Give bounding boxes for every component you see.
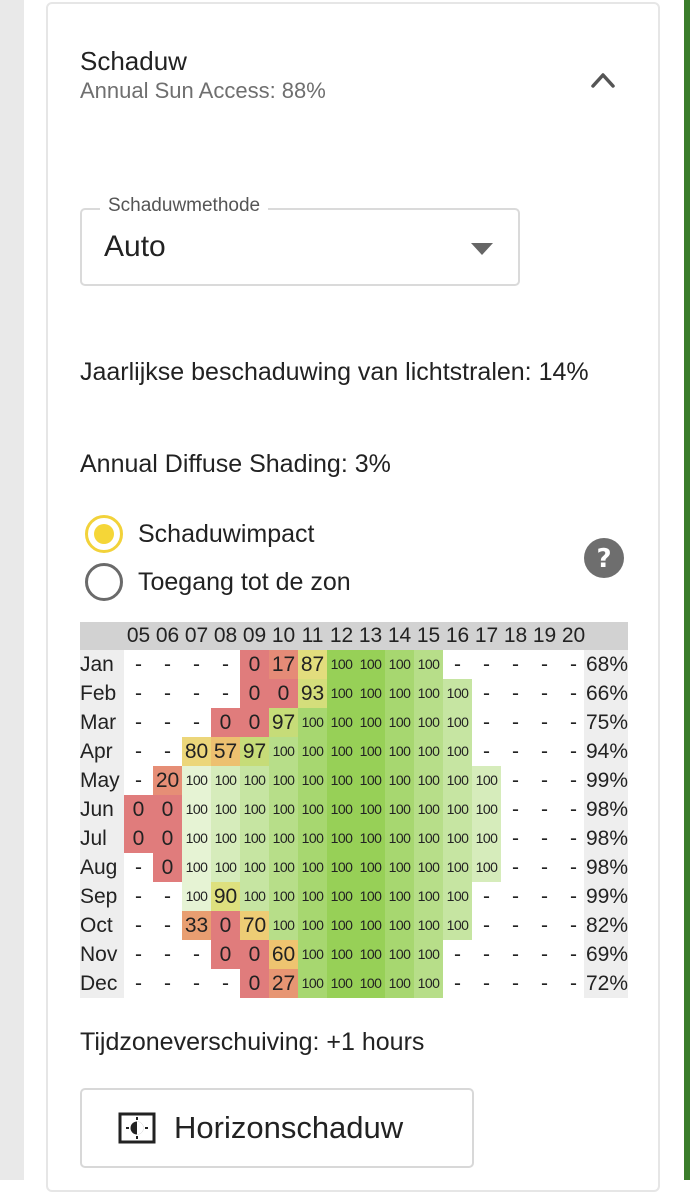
heatmap-cell: - bbox=[135, 972, 142, 995]
heatmap-cell: - bbox=[512, 653, 519, 676]
heatmap-cell: - bbox=[512, 943, 519, 966]
shade-method-label: Schaduwmethode bbox=[100, 195, 268, 217]
heatmap-cell: - bbox=[570, 885, 577, 908]
heatmap-cell: - bbox=[454, 653, 461, 676]
heatmap-cell: 100 bbox=[385, 737, 414, 766]
heatmap-cell: - bbox=[541, 885, 548, 908]
heatmap-cell: - bbox=[570, 653, 577, 676]
heatmap-cell: 100 bbox=[414, 737, 443, 766]
heatmap-hour-label: 12 bbox=[329, 624, 354, 647]
heatmap-month-total: 98% bbox=[584, 824, 628, 853]
heatmap-cell: 100 bbox=[298, 795, 327, 824]
heatmap-cell: 100 bbox=[269, 853, 298, 882]
heatmap-cell: 100 bbox=[356, 824, 385, 853]
heatmap-hour-label: 17 bbox=[474, 624, 499, 647]
heatmap-cell: 100 bbox=[240, 824, 269, 853]
heatmap-cell: - bbox=[512, 856, 519, 879]
heatmap-cell: 100 bbox=[414, 940, 443, 969]
heatmap-cell: 0 bbox=[240, 940, 269, 969]
heatmap-cell: - bbox=[193, 653, 200, 676]
heatmap-month-label: Feb bbox=[80, 679, 124, 708]
heatmap-cell: - bbox=[193, 972, 200, 995]
heatmap-month-label: Sep bbox=[80, 882, 124, 911]
heatmap-cell: - bbox=[570, 682, 577, 705]
heatmap-cell: 100 bbox=[356, 650, 385, 679]
heatmap-cell: 97 bbox=[240, 737, 269, 766]
heatmap-cell: 100 bbox=[327, 853, 356, 882]
heatmap-cell: 100 bbox=[356, 911, 385, 940]
heatmap-month-label: Jul bbox=[80, 824, 124, 853]
heatmap-cell: 100 bbox=[472, 824, 501, 853]
heatmap-cell: - bbox=[512, 740, 519, 763]
heatmap-month-total: 99% bbox=[584, 766, 628, 795]
heatmap-cell: - bbox=[512, 827, 519, 850]
heatmap-cell: 100 bbox=[414, 969, 443, 998]
heatmap-cell: 100 bbox=[327, 708, 356, 737]
radio-shade-impact-label[interactable]: Schaduwimpact bbox=[138, 520, 315, 548]
heatmap-cell: 0 bbox=[240, 679, 269, 708]
heatmap-cell: - bbox=[164, 972, 171, 995]
heatmap-cell: 100 bbox=[414, 650, 443, 679]
heatmap-cell: 57 bbox=[211, 737, 240, 766]
heatmap-cell: 0 bbox=[269, 679, 298, 708]
heatmap-hour-label: 13 bbox=[358, 624, 383, 647]
heatmap-cell: 100 bbox=[472, 766, 501, 795]
heatmap-cell: 0 bbox=[211, 911, 240, 940]
heatmap-cell: - bbox=[164, 885, 171, 908]
radio-shade-impact[interactable] bbox=[84, 514, 124, 554]
heatmap-cell: 100 bbox=[211, 853, 240, 882]
heatmap-cell: 100 bbox=[385, 708, 414, 737]
heatmap-month-total: 82% bbox=[584, 911, 628, 940]
heatmap-cell: 100 bbox=[298, 824, 327, 853]
heatmap-cell: 0 bbox=[153, 824, 182, 853]
heatmap-cell: - bbox=[483, 711, 490, 734]
heatmap-cell: 100 bbox=[356, 679, 385, 708]
heatmap-cell: - bbox=[222, 653, 229, 676]
heatmap-cell: - bbox=[164, 914, 171, 937]
heatmap-cell: 100 bbox=[327, 824, 356, 853]
heatmap-cell: - bbox=[135, 711, 142, 734]
heatmap-cell: - bbox=[164, 682, 171, 705]
heatmap-month-total: 98% bbox=[584, 795, 628, 824]
heatmap-cell: 100 bbox=[327, 940, 356, 969]
heatmap-cell: - bbox=[512, 711, 519, 734]
heatmap-cell: 100 bbox=[327, 969, 356, 998]
heatmap-cell: 100 bbox=[414, 911, 443, 940]
heatmap-cell: 100 bbox=[443, 882, 472, 911]
heatmap-cell: - bbox=[512, 769, 519, 792]
heatmap-hour-label: 09 bbox=[242, 624, 267, 647]
heatmap-cell: 100 bbox=[443, 679, 472, 708]
heatmap-cell: 100 bbox=[385, 882, 414, 911]
heatmap-hour-label: 05 bbox=[126, 624, 151, 647]
shade-panel bbox=[46, 2, 660, 1192]
heatmap-cell: - bbox=[454, 943, 461, 966]
heatmap-cell: 100 bbox=[269, 882, 298, 911]
map-edge bbox=[684, 0, 690, 1180]
horizon-icon bbox=[118, 1112, 156, 1144]
heatmap-cell: 100 bbox=[298, 882, 327, 911]
question-circle-icon[interactable] bbox=[584, 538, 624, 578]
panel-subtitle: Annual Sun Access: 88% bbox=[80, 78, 326, 103]
heatmap-cell: 0 bbox=[240, 969, 269, 998]
heatmap-cell: 100 bbox=[327, 737, 356, 766]
heatmap-cell: 100 bbox=[182, 882, 211, 911]
heatmap-cell: 100 bbox=[182, 824, 211, 853]
heatmap-cell: - bbox=[512, 798, 519, 821]
heatmap-cell: 100 bbox=[414, 795, 443, 824]
heatmap-cell: 100 bbox=[298, 853, 327, 882]
beam-shading-text: Jaarlijkse beschaduwing van lichtstralen: 14% bbox=[80, 358, 589, 386]
heatmap-cell: 100 bbox=[298, 766, 327, 795]
heatmap-month-total: 68% bbox=[584, 650, 628, 679]
heatmap-cell: 100 bbox=[414, 679, 443, 708]
heatmap-cell: - bbox=[570, 740, 577, 763]
heatmap-cell: - bbox=[135, 682, 142, 705]
heatmap-cell: - bbox=[193, 943, 200, 966]
heatmap-cell: - bbox=[541, 827, 548, 850]
heatmap-cell: 100 bbox=[298, 940, 327, 969]
heatmap-cell: 100 bbox=[298, 708, 327, 737]
heatmap-month-label: Jun bbox=[80, 795, 124, 824]
heatmap-hour-label: 06 bbox=[155, 624, 180, 647]
heatmap-cell: 100 bbox=[356, 737, 385, 766]
radio-sun-access-label[interactable]: Toegang tot de zon bbox=[138, 568, 351, 596]
heatmap-cell: - bbox=[483, 653, 490, 676]
heatmap-cell: 100 bbox=[356, 795, 385, 824]
heatmap-cell: 100 bbox=[443, 708, 472, 737]
radio-sun-access[interactable] bbox=[84, 562, 124, 602]
heatmap-cell: - bbox=[570, 856, 577, 879]
heatmap-cell: 0 bbox=[153, 795, 182, 824]
heatmap-cell: - bbox=[541, 798, 548, 821]
heatmap-hour-label: 11 bbox=[301, 624, 324, 647]
heatmap-month-label: May bbox=[80, 766, 124, 795]
heatmap-month-total: 75% bbox=[584, 708, 628, 737]
heatmap-cell: 17 bbox=[269, 650, 298, 679]
heatmap-cell: - bbox=[483, 682, 490, 705]
heatmap-hour-label: 10 bbox=[271, 624, 296, 647]
heatmap-cell: - bbox=[483, 914, 490, 937]
heatmap-cell: - bbox=[570, 769, 577, 792]
heatmap-cell: - bbox=[135, 856, 142, 879]
heatmap-cell: 100 bbox=[443, 824, 472, 853]
heatmap-cell: 0 bbox=[240, 650, 269, 679]
heatmap-cell: - bbox=[483, 885, 490, 908]
heatmap-cell: 33 bbox=[182, 911, 211, 940]
heatmap-cell: 100 bbox=[443, 911, 472, 940]
heatmap-cell: 100 bbox=[182, 853, 211, 882]
heatmap-cell: 100 bbox=[269, 766, 298, 795]
heatmap-month-total: 99% bbox=[584, 882, 628, 911]
heatmap-cell: 100 bbox=[327, 679, 356, 708]
heatmap-cell: 100 bbox=[356, 969, 385, 998]
heatmap-cell: 0 bbox=[153, 853, 182, 882]
heatmap-month-label: Nov bbox=[80, 940, 124, 969]
heatmap-cell: - bbox=[570, 798, 577, 821]
heatmap-cell: 100 bbox=[269, 824, 298, 853]
heatmap-cell: 100 bbox=[269, 911, 298, 940]
heatmap-cell: 87 bbox=[298, 650, 327, 679]
heatmap-cell: - bbox=[570, 827, 577, 850]
heatmap-cell: 100 bbox=[414, 766, 443, 795]
heatmap-cell: 100 bbox=[414, 853, 443, 882]
heatmap-month-label: Aug bbox=[80, 853, 124, 882]
heatmap-hour-label: 14 bbox=[387, 624, 412, 647]
heatmap-cell: - bbox=[541, 653, 548, 676]
heatmap-cell: 100 bbox=[443, 737, 472, 766]
heatmap-cell: 100 bbox=[327, 911, 356, 940]
heatmap-cell: 100 bbox=[385, 679, 414, 708]
heatmap-cell: - bbox=[222, 682, 229, 705]
heatmap-cell: - bbox=[135, 885, 142, 908]
heatmap-cell: 20 bbox=[153, 766, 182, 795]
heatmap-cell: 100 bbox=[327, 650, 356, 679]
heatmap-cell: - bbox=[570, 972, 577, 995]
heatmap-cell: - bbox=[541, 711, 548, 734]
horizon-shade-label: Horizonschaduw bbox=[174, 1110, 404, 1145]
heatmap-cell: 70 bbox=[240, 911, 269, 940]
panel-title: Schaduw bbox=[80, 46, 187, 76]
heatmap-cell: 100 bbox=[298, 737, 327, 766]
dropdown-arrow-icon[interactable] bbox=[470, 242, 494, 256]
heatmap-cell: - bbox=[193, 682, 200, 705]
heatmap-cell: 100 bbox=[385, 824, 414, 853]
heatmap-cell: 100 bbox=[385, 969, 414, 998]
heatmap-cell: 100 bbox=[327, 882, 356, 911]
timezone-offset-text: Tijdzoneverschuiving: +1 hours bbox=[80, 1028, 425, 1056]
heatmap-cell: 100 bbox=[443, 853, 472, 882]
heatmap-cell: 100 bbox=[385, 853, 414, 882]
heatmap-cell: - bbox=[541, 914, 548, 937]
heatmap-cell: - bbox=[135, 740, 142, 763]
heatmap-cell: 27 bbox=[269, 969, 298, 998]
heatmap-hour-label: 20 bbox=[561, 624, 586, 647]
left-background bbox=[0, 0, 24, 1180]
heatmap-cell: 100 bbox=[327, 766, 356, 795]
heatmap-cell: 100 bbox=[472, 853, 501, 882]
heatmap-cell: 100 bbox=[182, 795, 211, 824]
heatmap-cell: - bbox=[454, 972, 461, 995]
heatmap-month-total: 66% bbox=[584, 679, 628, 708]
diffuse-shading-text: Annual Diffuse Shading: 3% bbox=[80, 450, 391, 478]
heatmap-cell: - bbox=[512, 885, 519, 908]
heatmap-hour-label: 08 bbox=[213, 624, 238, 647]
heatmap-cell: 100 bbox=[414, 882, 443, 911]
heatmap-cell: - bbox=[483, 972, 490, 995]
heatmap-cell: 93 bbox=[298, 679, 327, 708]
heatmap-month-total: 94% bbox=[584, 737, 628, 766]
heatmap-cell: - bbox=[483, 943, 490, 966]
heatmap-cell: 100 bbox=[327, 795, 356, 824]
heatmap-cell: - bbox=[483, 740, 490, 763]
heatmap-cell: - bbox=[570, 711, 577, 734]
heatmap-cell: 100 bbox=[298, 911, 327, 940]
heatmap-cell: - bbox=[541, 682, 548, 705]
heatmap-hour-label: 15 bbox=[416, 624, 441, 647]
heatmap-cell: - bbox=[541, 856, 548, 879]
heatmap-hour-label: 07 bbox=[184, 624, 209, 647]
heatmap-cell: - bbox=[164, 943, 171, 966]
heatmap-month-label: Oct bbox=[80, 911, 124, 940]
heatmap-cell: - bbox=[135, 653, 142, 676]
heatmap-cell: - bbox=[541, 943, 548, 966]
heatmap-cell: - bbox=[512, 914, 519, 937]
heatmap-cell: 100 bbox=[385, 766, 414, 795]
heatmap-cell: - bbox=[570, 914, 577, 937]
heatmap-cell: 100 bbox=[298, 969, 327, 998]
heatmap-cell: 100 bbox=[240, 795, 269, 824]
heatmap-hour-label: 18 bbox=[503, 624, 528, 647]
shade-method-value: Auto bbox=[104, 230, 166, 263]
heatmap-cell: 100 bbox=[211, 824, 240, 853]
heatmap-cell: - bbox=[135, 943, 142, 966]
heatmap-cell: - bbox=[512, 972, 519, 995]
heatmap-cell: - bbox=[135, 769, 142, 792]
heatmap-month-label: Mar bbox=[80, 708, 124, 737]
heatmap-cell: 100 bbox=[472, 795, 501, 824]
heatmap-cell: 100 bbox=[356, 708, 385, 737]
heatmap-cell: - bbox=[164, 653, 171, 676]
heatmap-cell: 100 bbox=[211, 766, 240, 795]
heatmap-cell: 100 bbox=[356, 853, 385, 882]
heatmap-cell: 0 bbox=[240, 708, 269, 737]
heatmap-cell: 100 bbox=[356, 766, 385, 795]
heatmap-hour-label: 16 bbox=[445, 624, 470, 647]
heatmap-cell: 80 bbox=[182, 737, 211, 766]
heatmap-cell: - bbox=[164, 740, 171, 763]
heatmap-month-label: Dec bbox=[80, 969, 124, 998]
heatmap-cell: 100 bbox=[182, 766, 211, 795]
heatmap-hour-label: 19 bbox=[532, 624, 557, 647]
heatmap-cell: 100 bbox=[269, 795, 298, 824]
heatmap-cell: 100 bbox=[356, 940, 385, 969]
heatmap-cell: - bbox=[164, 711, 171, 734]
heatmap-cell: 100 bbox=[356, 882, 385, 911]
horizon-shade-button[interactable] bbox=[80, 1088, 474, 1168]
heatmap-cell: - bbox=[222, 972, 229, 995]
heatmap-cell: 0 bbox=[124, 795, 153, 824]
heatmap-cell: 100 bbox=[385, 795, 414, 824]
heatmap-cell: 100 bbox=[211, 795, 240, 824]
heatmap-cell: 97 bbox=[269, 708, 298, 737]
heatmap-cell: 100 bbox=[240, 853, 269, 882]
heatmap-month-total: 69% bbox=[584, 940, 628, 969]
heatmap-cell: 60 bbox=[269, 940, 298, 969]
heatmap-cell: - bbox=[135, 914, 142, 937]
heatmap-cell: 100 bbox=[414, 824, 443, 853]
heatmap-month-label: Jan bbox=[80, 650, 124, 679]
heatmap-cell: - bbox=[541, 769, 548, 792]
heatmap-cell: - bbox=[570, 943, 577, 966]
heatmap-cell: - bbox=[541, 972, 548, 995]
heatmap-cell: 100 bbox=[269, 737, 298, 766]
heatmap-cell: 100 bbox=[240, 766, 269, 795]
heatmap-cell: 100 bbox=[414, 708, 443, 737]
heatmap-cell: 0 bbox=[211, 708, 240, 737]
heatmap-month-total: 72% bbox=[584, 969, 628, 998]
heatmap-cell: 100 bbox=[443, 795, 472, 824]
heatmap-cell: 100 bbox=[385, 911, 414, 940]
svg-text:?: ? bbox=[596, 544, 612, 574]
heatmap-cell: - bbox=[541, 740, 548, 763]
heatmap-month-total: 98% bbox=[584, 853, 628, 882]
heatmap-cell: 0 bbox=[124, 824, 153, 853]
chevron-up-icon[interactable] bbox=[588, 66, 618, 92]
heatmap-cell: 90 bbox=[211, 882, 240, 911]
heatmap-cell: 100 bbox=[385, 940, 414, 969]
heatmap-cell: 100 bbox=[443, 766, 472, 795]
heatmap-cell: 100 bbox=[240, 882, 269, 911]
heatmap-month-label: Apr bbox=[80, 737, 124, 766]
heatmap-cell: 100 bbox=[385, 650, 414, 679]
heatmap-cell: - bbox=[512, 682, 519, 705]
heatmap-cell: - bbox=[193, 711, 200, 734]
heatmap-cell: 0 bbox=[211, 940, 240, 969]
